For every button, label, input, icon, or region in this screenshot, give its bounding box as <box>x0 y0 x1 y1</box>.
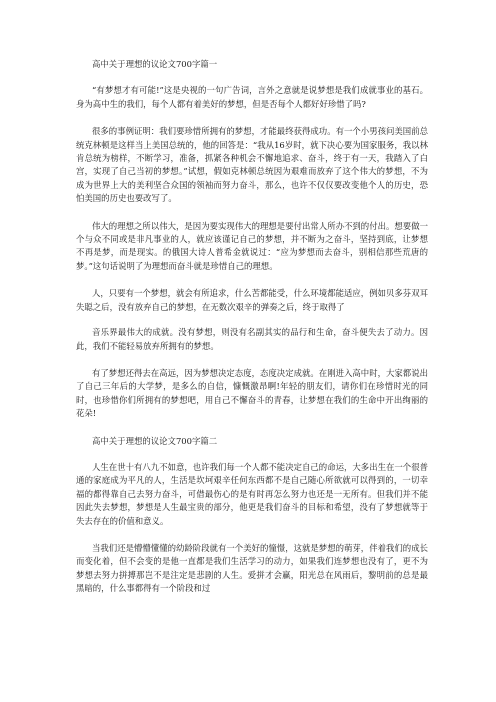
paragraph-2: 很多的事例证明：我们要珍惜所拥有的梦想，才能最终获得成功。有一个小男孩问美国前总统克林顿是这样当上美国总统的，他的回答是：“我从16岁时，就下决心要为国家服务，我以林肯总统为榜样，不断学习，准备，抓紧各种机会不懈地追求、奋斗，终于有一天，我踏入了白宫，实现了自己当初的梦想。”试想，假如克林顿总统因为艰难而放弃了这个伟大的梦想，不为成为世界上大的美利坚合众国的领袖而努力奋斗，那么，也许不仅仅要改变他个人的历史，恐怕美国的历史也要改写了。 <box>76 126 428 204</box>
paragraph-7: 人生在世十有八九不如意，也许我们每一个人都不能决定自己的命运，大多出生在一个很普通的家庭成为平凡的人，生活是坎坷艰辛任何东西都不是自己随心所欲就可以得到的，一切幸福的都得靠自己去努力奋斗，可借最伤心的是有时再怎么努力也还是一无所有。但我们并不能因此失去梦想，梦想是人生最宝贵的部分，他更是我们奋斗的目标和希望，没有了梦想就等于失去存在的价值和意义。 <box>76 461 428 526</box>
paragraph-6: 有了梦想还得去在高远，因为梦想决定态度，态度决定成就。在刚进入高中时，大家都说出了自己三年后的大学梦，是多么的自信，慷慨激昂啊!年轻的朋友们，请你们在珍惜时光的同时，也珍惜你们所拥有的梦想吧，用自己不懈奋斗的青春，让梦想在我们的生命中开出绚丽的花朵! <box>76 367 428 419</box>
article-body <box>76 58 428 610</box>
paragraph-8: 当我们还是懵懵懂懂的幼龄阶段就有一个美好的憧憬，这就是梦想的萌芽，伴着我们的成长而变化着，但不会变的是他一直都是我们生活学习的动力，如果我们连梦想也没有了，更不为梦想去努力拼搏那岂不是注定是悲剧的人生。爱拼才会赢，阳光总在风雨后，黎明前的总是最黑暗的，什么事都得有一个阶段和过 <box>76 542 428 594</box>
section-title-1: 高中关于理想的议论文700字篇一 <box>92 59 218 69</box>
paragraph-5: 音乐界最伟大的成就。没有梦想，则没有名副其实的品行和生命，奋斗便失去了动力。因此，我们不能轻易放弃所拥有的梦想。 <box>76 327 428 351</box>
paragraph-4: 人，只要有一个梦想，就会有所追求，什么苦都能受，什么环境都能适应，例如贝多芬双耳失聪之后，没有放弃自己的梦想，在无数次艰辛的弹奏之后，终于取得了 <box>76 288 428 312</box>
paragraph-1: “有梦想才有可能!”这是央视的一句广告词，言外之意就是说梦想是我们成就事业的基石。身为高中生的我们，每个人都有着美好的梦想，但是否每个人都好好珍惜了吗? <box>76 85 428 109</box>
paragraph-3: 伟大的理想之所以伟大，是因为要实现伟大的理想是要付出常人所办不到的付出。想要做一个与众不同或是非凡事业的人，就应该谨记自己的梦想，并不断为之奋斗，坚持到底，让梦想不再是梦，而是现实。的俄国大诗人普希金就说过：“应为梦想而去奋斗，别相信那些荒唐的梦。”这句话说明了为理想而奋斗就是珍惜自己的理想。 <box>76 220 428 271</box>
section-title-2: 高中关于理想的议论文700字篇二 <box>92 435 218 446</box>
